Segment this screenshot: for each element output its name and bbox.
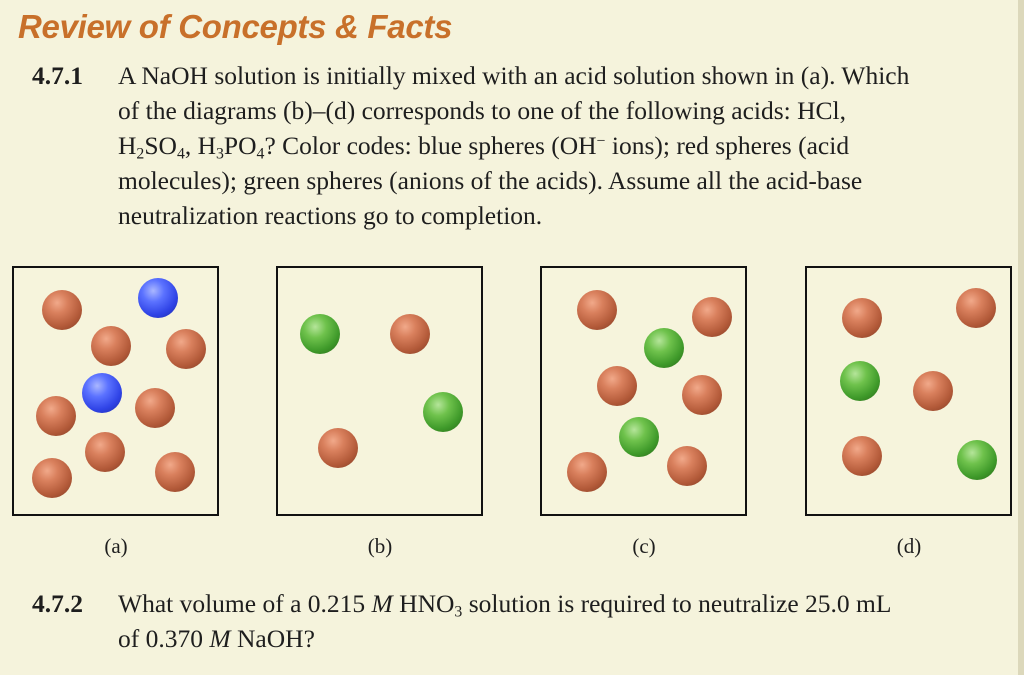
diagram-a [12,266,219,516]
green-sphere [300,314,340,354]
diagram-caption: (c) [632,534,656,558]
problem-line: molecules); green spheres (anions of the acids). Assume all the acid-base [118,166,863,195]
section-heading: Review of Concepts & Facts [18,8,453,45]
red-sphere [42,290,82,330]
diagram-caption: (d) [896,534,922,558]
red-sphere [166,329,206,369]
red-sphere [155,452,195,492]
problem-line: What volume of a 0.215 M $HNO_3$ solution is required to neutralize 25.0 mL [118,589,892,621]
red-sphere [913,371,953,411]
red-sphere [692,297,732,337]
red-sphere [577,290,617,330]
diagram-caption: (b) [367,534,393,558]
problem-text [118,586,998,656]
red-sphere [567,452,607,492]
blue-sphere [82,373,122,413]
green-sphere [840,361,880,401]
problem-line: A NaOH solution is initially mixed with an acid solution shown in (a). Which [118,61,910,90]
diagram-c [540,266,747,516]
diagram-caption: (a) [104,534,128,558]
red-sphere [318,428,358,468]
diagram-b [276,266,483,516]
red-sphere [390,314,430,354]
red-sphere [682,375,722,415]
red-sphere [597,366,637,406]
red-sphere [956,288,996,328]
red-sphere [91,326,131,366]
problem-line: $H_2SO_4$, $H_3PO_4$? Color codes: blue spheres (OH− ions); red spheres (acid [118,131,850,163]
red-sphere [842,436,882,476]
problem-line: of the diagrams (b)–(d) corresponds to one of the following acids: HCl, [118,96,846,125]
red-sphere [135,388,175,428]
red-sphere [842,298,882,338]
green-sphere [644,328,684,368]
problem-number: 4.7.1 [32,61,83,90]
problem-number: 4.7.2 [32,589,83,618]
red-sphere [36,396,76,436]
blue-sphere [138,278,178,318]
green-sphere [423,392,463,432]
page-edge [1018,0,1024,675]
diagram-d [805,266,1012,516]
problem-line: neutralization reactions go to completion. [118,201,543,230]
red-sphere [32,458,72,498]
green-sphere [957,440,997,480]
problem-text [118,58,998,233]
red-sphere [85,432,125,472]
red-sphere [667,446,707,486]
green-sphere [619,417,659,457]
problem-line: of 0.370 M NaOH? [118,624,315,653]
